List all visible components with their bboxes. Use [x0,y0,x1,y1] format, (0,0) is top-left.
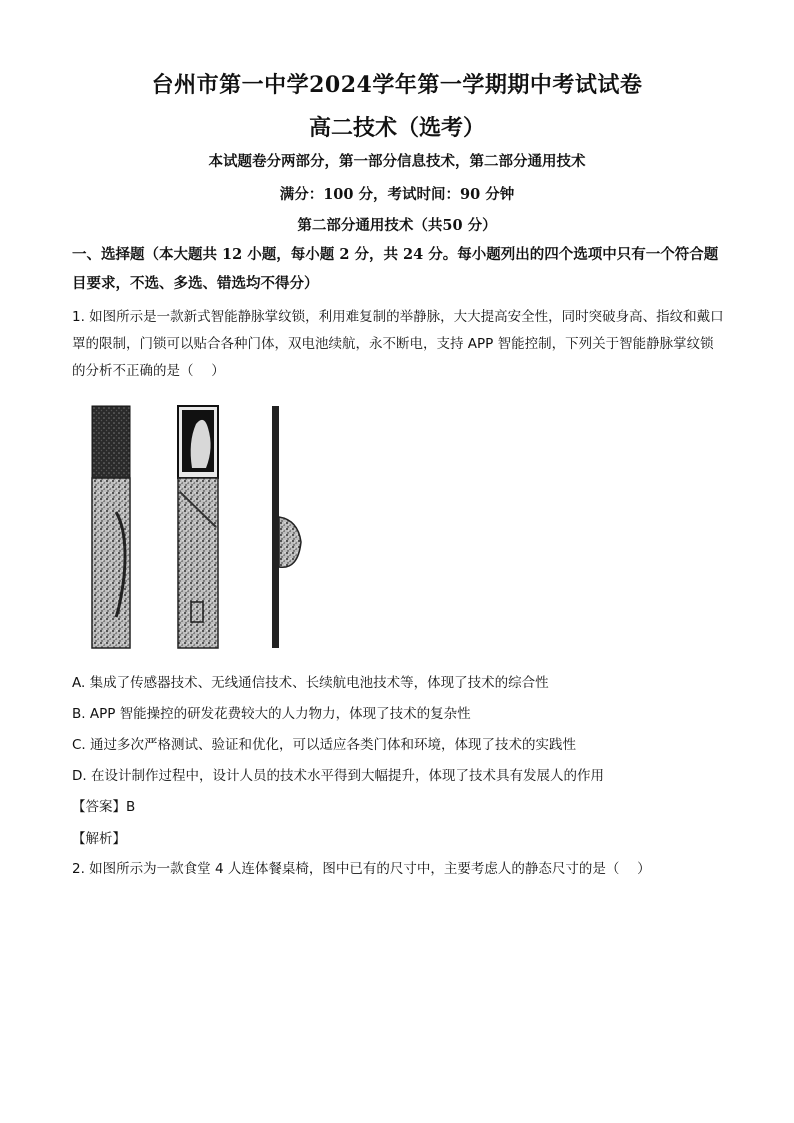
lock-front-view [92,406,130,648]
exam-subtitle: 高二技术（选考） [308,115,485,141]
exam-info-score-time: 满分：100 分，考试时间：90 分钟 [279,186,515,203]
option-c: C. 通过多次严格测试、验证和优化，可以适应各类门体和环境，体现了技术的实践性 [72,737,577,753]
section-heading: 一、选择题（本大题共 12 小题，每小题 2 分，共 24 分。每小题列出的四个选项中只有一个符合题目要求，不选、多选、错选均不得分） [72,246,719,292]
part-title: 第二部分通用技术（共50 分） [297,217,497,234]
lock-side-view [272,406,301,648]
option-a: A. 集成了传感器技术、无线通信技术、长续航电池技术等，体现了技术的综合性 [72,675,549,691]
analysis-label: 【解析】 [72,831,126,847]
lock-scanner-view [178,406,218,648]
option-b: B. APP 智能操控的研发花费较大的人力物力，体现了技术的复杂性 [72,706,471,722]
lock-illustration [88,402,328,652]
exam-title: 台州市第一中学2024学年第一学期期中考试试卷 [151,72,643,98]
exam-info-parts: 本试题卷分两部分，第一部分信息技术，第二部分通用技术 [208,153,586,170]
palm-vein-lock-figure [88,402,328,652]
option-d: D. 在设计制作过程中，设计人员的技术水平得到大幅提升，体现了技术具有发展人的作用 [72,768,604,784]
question-1-stem: 1. 如图所示是一款新式智能静脉掌纹锁，利用难复制的举静脉，大大提高安全性，同时突破身高、指纹和戴口罩的限制，门锁可以贴合各种门体，双电池续航，永不断电，支持 APP 智能控制，下列关于智能静脉掌纹锁的分析不正确的是（ ） [72,309,724,379]
answer-label: 【答案】B [72,799,136,815]
question-2-stem: 2. 如图所示为一款食堂 4 人连体餐桌椅，图中已有的尺寸中，主要考虑人的静态尺寸的是（ ） [72,861,651,877]
